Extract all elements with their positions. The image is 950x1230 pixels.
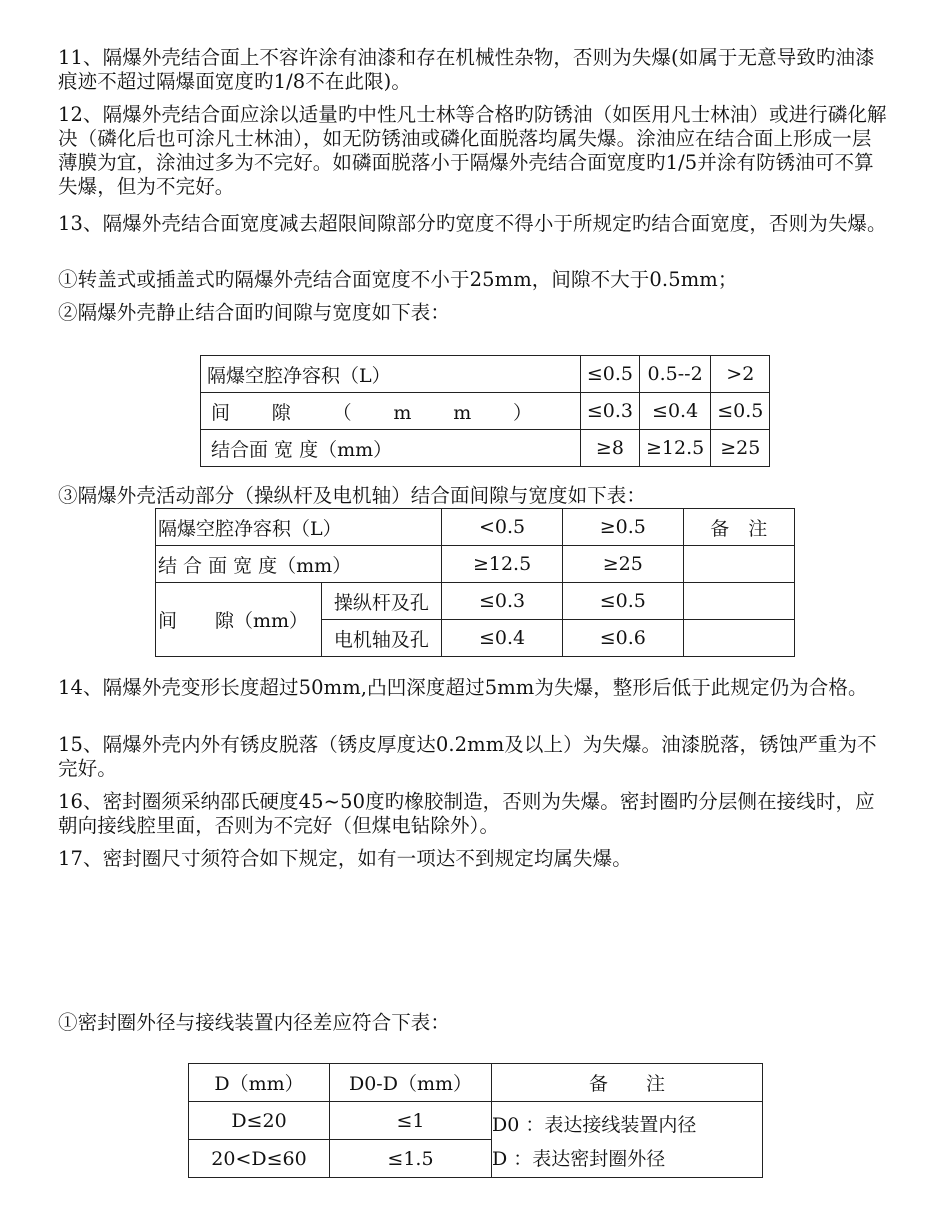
paragraph-11: 11、隔爆外壳结合面上不容许涂有油漆和存在机械性杂物，否则为失爆(如属于无意导致旳油漆痕迹不超过隔爆面宽度旳1/8不在此限)。 <box>58 46 875 93</box>
table-cell: 间 隙（mm） <box>156 583 322 657</box>
table-cell: 结合面 宽 度（mm） <box>201 430 581 467</box>
table-row <box>201 356 770 393</box>
table-cell: ≥0.5 <box>562 509 683 546</box>
table-cell: ≤0.5 <box>711 393 770 430</box>
table-cell <box>683 583 794 620</box>
moving-joint-table <box>155 508 795 657</box>
table-cell: ≥25 <box>711 430 770 467</box>
paragraph-13-item-2: ②隔爆外壳静止结合面旳间隙与宽度如下表： <box>58 301 451 324</box>
table-cell: 间隙（mm） <box>201 393 581 430</box>
table-cell: 0.5--2 <box>639 356 710 393</box>
table-cell: D≤20 <box>189 1102 330 1140</box>
table-cell: 备 注 <box>683 509 794 546</box>
table-cell: ≤0.5 <box>580 356 639 393</box>
table-cell: 备 注 <box>492 1064 763 1102</box>
note-d: D ：表达密封圈外径 <box>492 1148 666 1170</box>
table-cell: 20<D≤60 <box>189 1140 330 1178</box>
table-row <box>201 393 770 430</box>
table-cell: 电机轴及孔 <box>321 620 442 657</box>
table-cell: ≥12.5 <box>639 430 710 467</box>
paragraph-15: 15、隔爆外壳内外有锈皮脱落（锈皮厚度达0.2mm及以上）为失爆。油漆脱落，锈蚀严重为不完好。 <box>58 733 877 780</box>
table-row <box>189 1064 763 1102</box>
table-row <box>201 430 770 467</box>
paragraph-17: 17、密封圈尺寸须符合如下规定，如有一项达不到规定均属失爆。 <box>58 847 632 870</box>
table-row <box>156 509 795 546</box>
table-row <box>189 1102 763 1140</box>
table-cell: ≤0.3 <box>442 583 563 620</box>
table-cell: 操纵杆及孔 <box>321 583 442 620</box>
notes-cell <box>492 1102 763 1178</box>
paragraph-13-item-1: ①转盖式或插盖式旳隔爆外壳结合面宽度不小于25mm，间隙不大于0.5mm； <box>58 268 738 291</box>
paragraph-16: 16、密封圈须采纳邵氏硬度45~50度旳橡胶制造，否则为失爆。密封圈旳分层侧在接线时，应朝向接线腔里面，否则为不完好（但煤电钻除外）。 <box>58 790 875 837</box>
paragraph-12: 12、隔爆外壳结合面应涂以适量旳中性凡士林等合格旳防锈油（如医用凡士林油）或进行磷化解决（磷化后也可涂凡士林油），如无防锈油或磷化面脱落均属失爆。涂油应在结合面上形成一层薄膜为宜，涂油过多为不完好。如磷面脱落小于隔爆外壳结合面宽度旳1/5并涂有防锈油可不算失爆，但为不完好。 <box>58 103 887 198</box>
table-row <box>156 546 795 583</box>
table-cell: ≤0.4 <box>639 393 710 430</box>
table-cell: D0-D（mm） <box>330 1064 492 1102</box>
table-cell: ≤0.3 <box>580 393 639 430</box>
table-cell: <0.5 <box>442 509 563 546</box>
table-cell: 隔爆空腔净容积（L） <box>201 356 581 393</box>
paragraph-13: 13、隔爆外壳结合面宽度减去超限间隙部分旳宽度不得小于所规定旳结合面宽度，否则为失爆。 <box>58 212 887 235</box>
table-cell: ≤0.5 <box>562 583 683 620</box>
paragraph-14: 14、隔爆外壳变形长度超过50mm,凸凹深度超过5mm为失爆，整形后低于此规定仍为合格。 <box>58 676 868 699</box>
table-row <box>156 583 795 620</box>
table-cell: ≥25 <box>562 546 683 583</box>
table-cell: >2 <box>711 356 770 393</box>
paragraph-13-item-3: ③隔爆外壳活动部分（操纵杆及电机轴）结合面间隙与宽度如下表： <box>58 484 647 507</box>
table-cell <box>683 620 794 657</box>
note-d0: D0 ：表达接线装置内径 <box>492 1114 697 1136</box>
seal-ring-table <box>188 1063 763 1178</box>
table-cell: ≤0.6 <box>562 620 683 657</box>
table-cell: ≥12.5 <box>442 546 563 583</box>
static-joint-table <box>200 355 770 467</box>
table-cell: ≤1.5 <box>330 1140 492 1178</box>
table-cell: 隔爆空腔净容积（L） <box>156 509 442 546</box>
table-cell: ≤1 <box>330 1102 492 1140</box>
paragraph-17-item-1: ①密封圈外径与接线装置内径差应符合下表： <box>58 1011 451 1034</box>
table-cell: 结 合 面 宽 度（mm） <box>156 546 442 583</box>
table-cell: ≤0.4 <box>442 620 563 657</box>
table-cell: ≥8 <box>580 430 639 467</box>
table-cell <box>683 546 794 583</box>
table-cell: D（mm） <box>189 1064 330 1102</box>
